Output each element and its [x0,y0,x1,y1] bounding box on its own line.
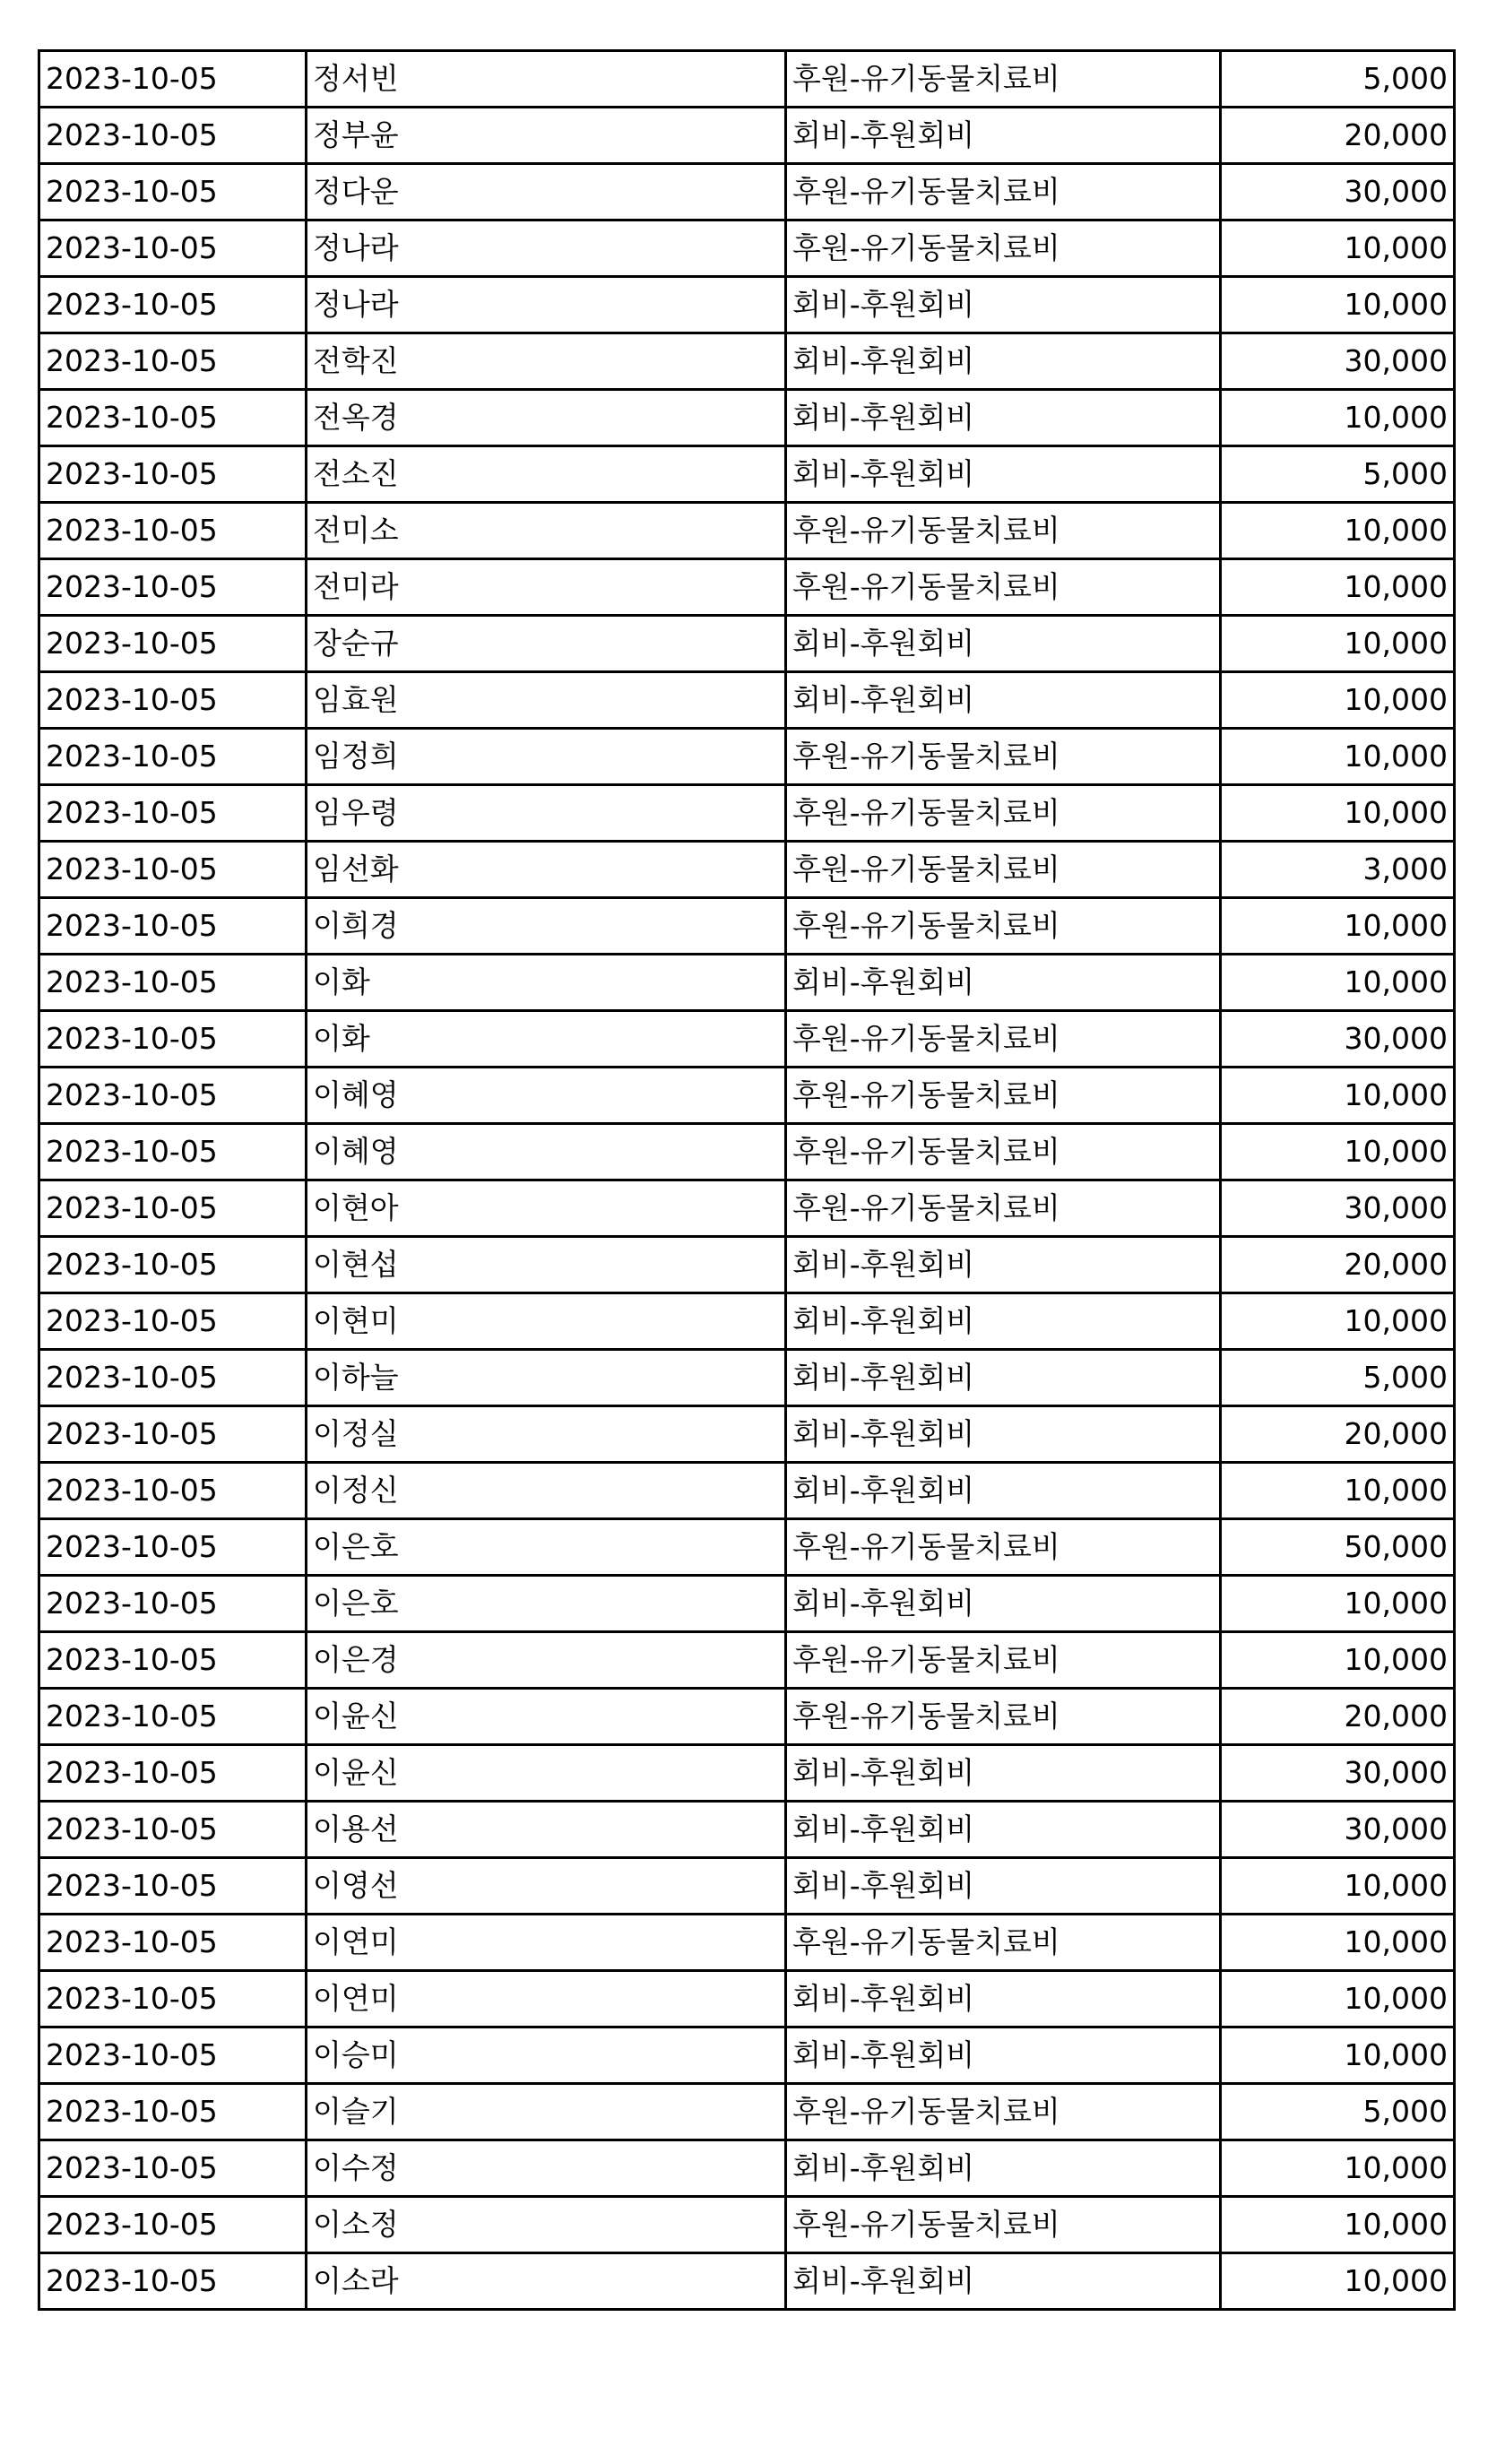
donor-name-cell: 이화 [307,955,786,1011]
table-row [39,1632,1455,1689]
date-cell: 2023-10-05 [39,220,307,277]
date-cell: 2023-10-05 [39,785,307,842]
amount-cell: 30,000 [1221,333,1455,390]
donor-name-cell: 이은경 [307,1632,786,1689]
donor-name-cell: 이승미 [307,2027,786,2084]
table-row [39,2253,1455,2310]
table-row [39,1293,1455,1350]
table-row [39,2197,1455,2253]
donor-name-cell: 이연미 [307,1971,786,2027]
date-cell: 2023-10-05 [39,1463,307,1519]
amount-cell: 10,000 [1221,1632,1455,1689]
donor-name-cell: 정부윤 [307,108,786,164]
category-cell: 후원-유기동물치료비 [786,220,1221,277]
category-cell: 회비-후원회비 [786,1406,1221,1463]
donor-name-cell: 이소라 [307,2253,786,2310]
table-row [39,1971,1455,2027]
table-row [39,785,1455,842]
category-cell: 후원-유기동물치료비 [786,1689,1221,1745]
date-cell: 2023-10-05 [39,559,307,616]
category-cell: 회비-후원회비 [786,1350,1221,1406]
table-row [39,1068,1455,1124]
donor-name-cell: 이혜영 [307,1068,786,1124]
amount-cell: 20,000 [1221,1406,1455,1463]
date-cell: 2023-10-05 [39,390,307,446]
category-cell: 후원-유기동물치료비 [786,559,1221,616]
table-row [39,2140,1455,2197]
date-cell: 2023-10-05 [39,1237,307,1293]
amount-cell: 5,000 [1221,51,1455,108]
category-cell: 회비-후원회비 [786,2140,1221,2197]
category-cell: 회비-후원회비 [786,108,1221,164]
table-row [39,164,1455,220]
table-row [39,277,1455,333]
table-row [39,1350,1455,1406]
table-row [39,898,1455,955]
amount-cell: 10,000 [1221,1971,1455,2027]
table-row [39,559,1455,616]
donor-name-cell: 이용선 [307,1802,786,1858]
date-cell: 2023-10-05 [39,955,307,1011]
category-cell: 회비-후원회비 [786,277,1221,333]
amount-cell: 10,000 [1221,1463,1455,1519]
donor-name-cell: 장순규 [307,616,786,672]
category-cell: 회비-후원회비 [786,1802,1221,1858]
amount-cell: 10,000 [1221,277,1455,333]
donor-name-cell: 임선화 [307,842,786,898]
amount-cell: 30,000 [1221,1180,1455,1237]
date-cell: 2023-10-05 [39,2197,307,2253]
amount-cell: 10,000 [1221,729,1455,785]
table-row [39,616,1455,672]
amount-cell: 5,000 [1221,2084,1455,2140]
date-cell: 2023-10-05 [39,1068,307,1124]
table-row [39,1745,1455,1802]
category-cell: 회비-후원회비 [786,1745,1221,1802]
donor-name-cell: 정나라 [307,220,786,277]
date-cell: 2023-10-05 [39,1293,307,1350]
amount-cell: 10,000 [1221,1915,1455,1971]
table-row [39,1858,1455,1915]
category-cell: 후원-유기동물치료비 [786,1632,1221,1689]
amount-cell: 10,000 [1221,898,1455,955]
category-cell: 후원-유기동물치료비 [786,842,1221,898]
category-cell: 후원-유기동물치료비 [786,1124,1221,1180]
table-row [39,1011,1455,1068]
donor-name-cell: 이정실 [307,1406,786,1463]
date-cell: 2023-10-05 [39,108,307,164]
table-row [39,220,1455,277]
date-cell: 2023-10-05 [39,333,307,390]
category-cell: 후원-유기동물치료비 [786,503,1221,559]
amount-cell: 20,000 [1221,1689,1455,1745]
amount-cell: 10,000 [1221,616,1455,672]
category-cell: 후원-유기동물치료비 [786,1068,1221,1124]
donor-name-cell: 정나라 [307,277,786,333]
donor-name-cell: 전소진 [307,446,786,503]
donor-name-cell: 이윤신 [307,1689,786,1745]
amount-cell: 30,000 [1221,1802,1455,1858]
table-row [39,1237,1455,1293]
table-row [39,1519,1455,1576]
donor-name-cell: 정서빈 [307,51,786,108]
table-row [39,1689,1455,1745]
donor-name-cell: 이희경 [307,898,786,955]
date-cell: 2023-10-05 [39,503,307,559]
donor-name-cell: 전옥경 [307,390,786,446]
donor-name-cell: 전학진 [307,333,786,390]
amount-cell: 10,000 [1221,1576,1455,1632]
amount-cell: 10,000 [1221,955,1455,1011]
date-cell: 2023-10-05 [39,898,307,955]
donor-name-cell: 이수정 [307,2140,786,2197]
amount-cell: 10,000 [1221,1293,1455,1350]
donor-name-cell: 이윤신 [307,1745,786,1802]
date-cell: 2023-10-05 [39,1406,307,1463]
amount-cell: 30,000 [1221,1745,1455,1802]
table-row [39,1802,1455,1858]
category-cell: 회비-후원회비 [786,1463,1221,1519]
category-cell: 회비-후원회비 [786,1971,1221,2027]
amount-cell: 3,000 [1221,842,1455,898]
date-cell: 2023-10-05 [39,1124,307,1180]
donor-name-cell: 정다운 [307,164,786,220]
amount-cell: 10,000 [1221,503,1455,559]
amount-cell: 10,000 [1221,2197,1455,2253]
ledger-body [39,51,1455,2310]
donor-name-cell: 이은호 [307,1519,786,1576]
table-row [39,1180,1455,1237]
date-cell: 2023-10-05 [39,1632,307,1689]
donor-name-cell: 이현미 [307,1293,786,1350]
amount-cell: 10,000 [1221,1858,1455,1915]
amount-cell: 10,000 [1221,1068,1455,1124]
date-cell: 2023-10-05 [39,277,307,333]
donor-name-cell: 이하늘 [307,1350,786,1406]
date-cell: 2023-10-05 [39,164,307,220]
category-cell: 회비-후원회비 [786,616,1221,672]
amount-cell: 20,000 [1221,108,1455,164]
date-cell: 2023-10-05 [39,2084,307,2140]
date-cell: 2023-10-05 [39,1011,307,1068]
table-row [39,1124,1455,1180]
table-row [39,1463,1455,1519]
table-row [39,1576,1455,1632]
category-cell: 후원-유기동물치료비 [786,1011,1221,1068]
amount-cell: 10,000 [1221,390,1455,446]
date-cell: 2023-10-05 [39,842,307,898]
amount-cell: 5,000 [1221,446,1455,503]
donor-name-cell: 이현아 [307,1180,786,1237]
category-cell: 후원-유기동물치료비 [786,1180,1221,1237]
table-row [39,51,1455,108]
table-row [39,955,1455,1011]
date-cell: 2023-10-05 [39,446,307,503]
date-cell: 2023-10-05 [39,1745,307,1802]
category-cell: 회비-후원회비 [786,390,1221,446]
donor-name-cell: 이정신 [307,1463,786,1519]
donor-name-cell: 전미라 [307,559,786,616]
category-cell: 후원-유기동물치료비 [786,2084,1221,2140]
amount-cell: 10,000 [1221,672,1455,729]
donor-name-cell: 임정희 [307,729,786,785]
category-cell: 후원-유기동물치료비 [786,729,1221,785]
donor-name-cell: 이화 [307,1011,786,1068]
table-row [39,446,1455,503]
category-cell: 후원-유기동물치료비 [786,785,1221,842]
date-cell: 2023-10-05 [39,1915,307,1971]
amount-cell: 10,000 [1221,220,1455,277]
date-cell: 2023-10-05 [39,2027,307,2084]
date-cell: 2023-10-05 [39,2253,307,2310]
category-cell: 후원-유기동물치료비 [786,2197,1221,2253]
donor-name-cell: 이영선 [307,1858,786,1915]
amount-cell: 10,000 [1221,2253,1455,2310]
date-cell: 2023-10-05 [39,1858,307,1915]
category-cell: 후원-유기동물치료비 [786,51,1221,108]
date-cell: 2023-10-05 [39,1350,307,1406]
table-row [39,2027,1455,2084]
date-cell: 2023-10-05 [39,1519,307,1576]
amount-cell: 50,000 [1221,1519,1455,1576]
amount-cell: 10,000 [1221,2140,1455,2197]
table-row [39,1915,1455,1971]
category-cell: 회비-후원회비 [786,955,1221,1011]
date-cell: 2023-10-05 [39,1180,307,1237]
date-cell: 2023-10-05 [39,1576,307,1632]
category-cell: 회비-후원회비 [786,1576,1221,1632]
table-row [39,729,1455,785]
date-cell: 2023-10-05 [39,616,307,672]
amount-cell: 10,000 [1221,1124,1455,1180]
donor-name-cell: 전미소 [307,503,786,559]
date-cell: 2023-10-05 [39,1802,307,1858]
donation-ledger-table [38,49,1456,2311]
amount-cell: 30,000 [1221,1011,1455,1068]
table-row [39,842,1455,898]
category-cell: 회비-후원회비 [786,672,1221,729]
date-cell: 2023-10-05 [39,672,307,729]
table-row [39,108,1455,164]
amount-cell: 20,000 [1221,1237,1455,1293]
donor-name-cell: 임우령 [307,785,786,842]
category-cell: 후원-유기동물치료비 [786,898,1221,955]
date-cell: 2023-10-05 [39,51,307,108]
amount-cell: 10,000 [1221,559,1455,616]
amount-cell: 10,000 [1221,785,1455,842]
donor-name-cell: 이현섭 [307,1237,786,1293]
amount-cell: 30,000 [1221,164,1455,220]
table-row [39,390,1455,446]
date-cell: 2023-10-05 [39,2140,307,2197]
category-cell: 후원-유기동물치료비 [786,1519,1221,1576]
date-cell: 2023-10-05 [39,729,307,785]
category-cell: 회비-후원회비 [786,333,1221,390]
amount-cell: 5,000 [1221,1350,1455,1406]
category-cell: 회비-후원회비 [786,1293,1221,1350]
table-row [39,1406,1455,1463]
table-row [39,672,1455,729]
donor-name-cell: 이혜영 [307,1124,786,1180]
category-cell: 후원-유기동물치료비 [786,1915,1221,1971]
category-cell: 후원-유기동물치료비 [786,164,1221,220]
amount-cell: 10,000 [1221,2027,1455,2084]
category-cell: 회비-후원회비 [786,2253,1221,2310]
donor-name-cell: 이은호 [307,1576,786,1632]
date-cell: 2023-10-05 [39,1689,307,1745]
table-row [39,2084,1455,2140]
donor-name-cell: 이소정 [307,2197,786,2253]
donor-name-cell: 이연미 [307,1915,786,1971]
category-cell: 회비-후원회비 [786,1237,1221,1293]
donor-name-cell: 이슬기 [307,2084,786,2140]
category-cell: 회비-후원회비 [786,446,1221,503]
table-row [39,333,1455,390]
category-cell: 회비-후원회비 [786,1858,1221,1915]
donor-name-cell: 임효원 [307,672,786,729]
table-row [39,503,1455,559]
category-cell: 회비-후원회비 [786,2027,1221,2084]
date-cell: 2023-10-05 [39,1971,307,2027]
